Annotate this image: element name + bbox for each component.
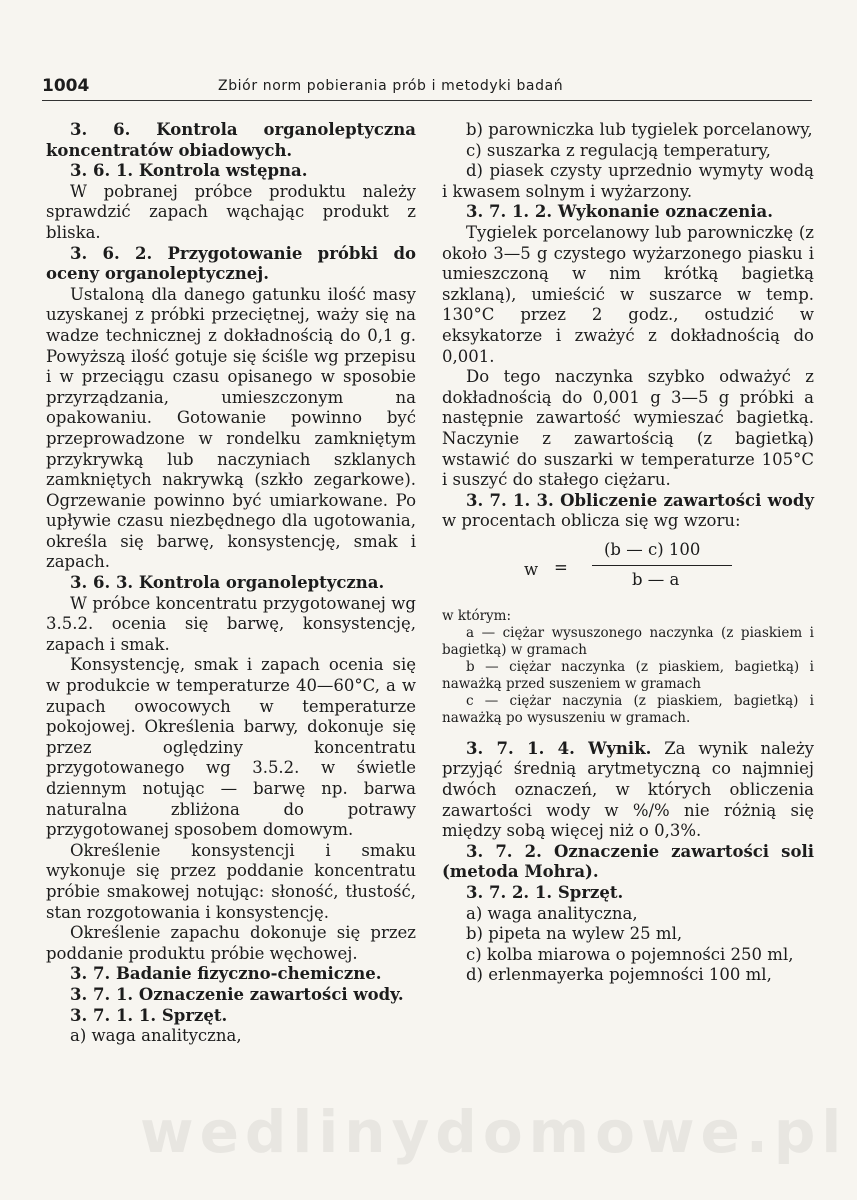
paragraph: c) kolba miarowa o pojemności 250 ml, [466, 944, 794, 964]
page-number: 1004 [42, 76, 90, 96]
paragraph: 3. 7. 2. 1. Sprzęt. [466, 883, 624, 903]
paragraph: 3. 7. 1. 1. Sprzęt. [70, 1005, 228, 1025]
paragraph: Ustaloną dla danego gatunku ilość masy uzyskanej z próbki przeciętnej, waży się na wadze technicznej z dokładnością do 0,1 g. Powyższą ilość gotuje się ściśle wg przepisu i w przeciągu czasu opisanego w sposobie przyrządzania, umieszczonym na opakowaniu. Gotowanie powinno być przeprowadzone w rondelku zamkniętym przykrywką lub naczyniach szklanych zamkniętych nakrywką (szkło zegarkowe). Ogrzewanie powinno być umiarkowane. Po upływie czasu niezbędnego dla ugotowania, określa się barwę, konsystencję, smak i zapach. [46, 284, 416, 572]
legend-item: w którym: [442, 607, 512, 624]
legend-item: b — ciężar naczynka (z piaskiem, bagietką) i naważką przed suszeniem w gramach [442, 658, 814, 692]
paragraph: 3. 7. 1. 3. Obliczenie zawartości wody w procentach oblicza się wg wzoru: [442, 490, 814, 531]
paragraph: Do tego naczynka szybko odważyć z dokładnością do 0,001 g 3—5 g próbki a następnie zawartość wymieszać bagietką. Naczynie z zawartością (z bagietką) wstawić do suszarki w temperaturze 105°C i suszyć do stałego ciężaru. [442, 367, 814, 490]
paragraph: b) pipeta na wylew 25 ml, [466, 924, 683, 944]
paragraph: 3. 7. Badanie fizyczno-chemiczne. [70, 964, 382, 984]
paragraph: W pobranej próbce produktu należy sprawdzić zapach wąchając produkt z bliska. [46, 181, 416, 242]
left-column [46, 120, 416, 1047]
paragraph: b) parowniczka lub tygielek porcelanowy, [466, 120, 813, 139]
paragraph: 3. 7. 1. Oznaczenie zawartości wody. [70, 984, 404, 1004]
paragraph: 3. 7. 2. Oznaczenie zawartości soli (metoda Mohra). [442, 841, 814, 882]
fraction-bar [592, 565, 732, 566]
formula-lhs: w [524, 559, 539, 579]
paragraph: 3. 6. Kontrola organoleptyczna koncentratów obiadowych. [46, 120, 416, 160]
formula-denominator: b — a [632, 569, 680, 589]
paragraph: 3. 7. 1. 2. Wykonanie oznaczenia. [466, 202, 773, 222]
paragraph: c) suszarka z regulacją temperatury, [466, 140, 771, 160]
formula-legend [442, 608, 814, 727]
legend-item: c — ciężar naczynia (z piaskiem, bagietką) i naważką po wysuszeniu w gramach. [442, 692, 814, 726]
right-column [442, 120, 814, 986]
paragraph: d) piasek czysty uprzednio wymyty wodą i kwasem solnym i wyżarzony. [442, 161, 814, 201]
formula-equals: = [554, 557, 568, 577]
paragraph: 3. 7. 1. 4. Wynik. Za wynik należy przyjąć średnią arytmetyczną co najmniej dwóch oznaczeń, w których obliczenia zawartości wody w %/% nie różnią się między sobą więcej niż o 0,3%. [442, 738, 814, 841]
paragraph: 3. 6. 3. Kontrola organoleptyczna. [70, 573, 385, 593]
header-rule [42, 100, 812, 101]
paragraph: Konsystencję, smak i zapach ocenia się w produkcie w temperaturze 40—60°C, a w zupach owocowych w temperaturze pokojowej. Określenia barwy, dokonuje się przez oględziny koncentratu przygotowanego wg 3.5.2. w świetle dziennym notując — barwę np. barwa naturalna zbliżona do potrawy przygotowanej sposobem domowym. [46, 655, 416, 840]
paragraph: W próbce koncentratu przygotowanej wg 3.5.2. ocenia się barwę, konsystencję, zapach i smak. [46, 593, 416, 654]
paragraph: Określenie zapachu dokonuje się przez poddanie produktu próbie węchowej. [46, 923, 416, 963]
paragraph: a) waga analityczna, [70, 1026, 242, 1046]
water-content-formula [442, 540, 814, 602]
watermark: wedlinydomowe.pl [140, 1098, 848, 1166]
paragraph: a) waga analityczna, [466, 903, 638, 923]
right-column-bottom [442, 739, 814, 986]
formula-numerator: (b — c) 100 [604, 539, 701, 559]
section-heading: 3. 7. 1. 4. Wynik. [466, 738, 652, 758]
paragraph: 3. 6. 2. Przygotowanie próbki do oceny organoleptycznej. [46, 243, 416, 284]
right-column-top [442, 120, 814, 532]
paragraph: d) erlenmayerka pojemności 100 ml, [466, 965, 772, 985]
running-title: Zbiór norm pobierania prób i metodyki badań [218, 78, 564, 94]
section-heading: 3. 7. 1. 3. Obliczenie zawartości wody [466, 490, 814, 510]
paragraph: Określenie konsystencji i smaku wykonuje się przez poddanie koncentratu próbie smakowej notując: słoność, tłustość, stan rozgotowania i konsystencję. [46, 840, 416, 922]
legend-item: a — ciężar wysuszonego naczynka (z piaskiem i bagietką) w gramach [442, 624, 814, 658]
paragraph: Tygielek porcelanowy lub parowniczkę (z około 3—5 g czystego wyżarzonego piasku i umieszczoną w nim krótką bagietką szklaną), umieścić w suszarce w temp. 130°C przez 2 godz., ostudzić w eksykatorze i zważyć z dokładnością do 0,001. [442, 222, 814, 366]
paragraph: 3. 6. 1. Kontrola wstępna. [70, 161, 308, 181]
